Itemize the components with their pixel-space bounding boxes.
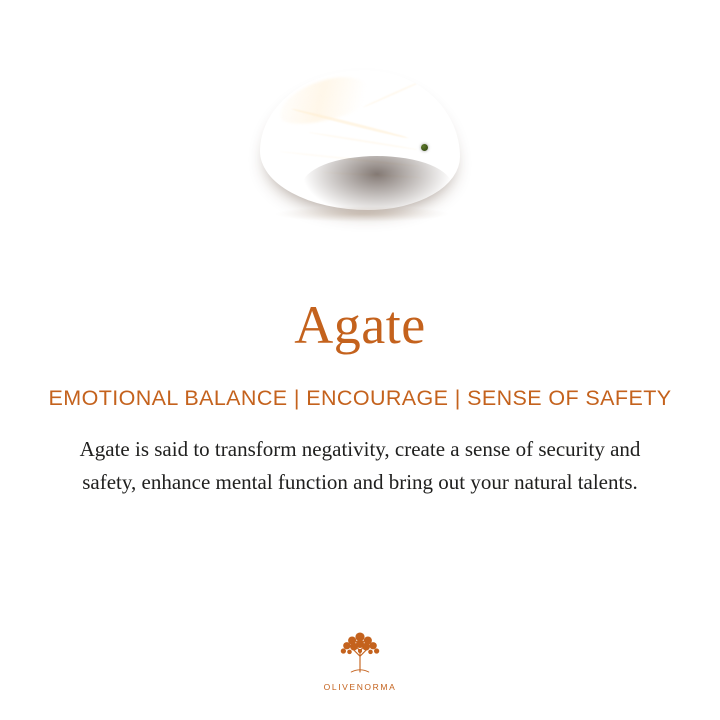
- stone-vein: [309, 131, 418, 150]
- stone-vein: [322, 171, 422, 178]
- agate-stone-image: [260, 70, 460, 220]
- stone-speck: [421, 144, 428, 151]
- stone-shadow: [274, 206, 450, 222]
- stone-vein: [363, 78, 428, 108]
- tree-of-life-icon: [332, 623, 388, 679]
- keywords-line: EMOTIONAL BALANCE | ENCOURAGE | SENSE OF SAFETY: [48, 386, 672, 410]
- stone-vein: [291, 108, 408, 140]
- stone-vein: [280, 151, 419, 168]
- brand-logo: [0, 623, 720, 692]
- stone-body: [260, 70, 460, 210]
- page-title: Agate: [294, 295, 426, 355]
- brand-name: OLIVENORMA: [323, 682, 397, 692]
- description-text: Agate is said to transform negativity, create a sense of security and safety, enhance mental function and bring out your natural talents.: [79, 437, 641, 494]
- stone-image-area: [0, 0, 720, 280]
